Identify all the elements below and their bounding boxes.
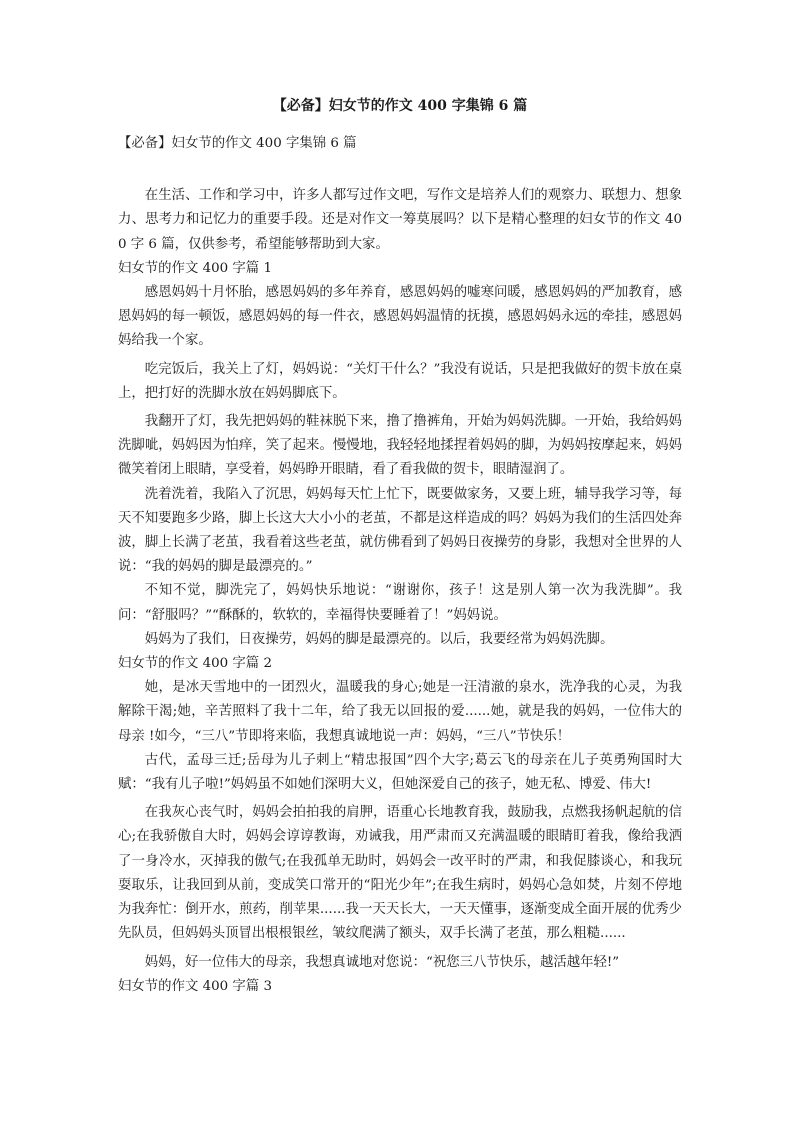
section-heading: 妇女节的作文 400 字篇 2 <box>118 656 272 672</box>
paragraph: 她，是冰天雪地中的一团烈火，温暖我的身心;她是一汪清澈的泉水，洗净我的心灵，为我解除干渴;她，辛苦照料了我十二年，给了我无以回报的爱......她，就是我的妈妈，一位伟大的母亲 !如今，“三八”节即将来临，我想真诚地说一声：妈妈，“三八”节快乐！ <box>118 680 682 744</box>
document-title: 【必备】妇女节的作文 400 字集锦 6 篇 <box>272 98 528 114</box>
document-subtitle: 【必备】妇女节的作文 400 字集锦 6 篇 <box>118 136 357 151</box>
paragraph: 古代，孟母三迁;岳母为儿子刺上“精忠报国”四个大字;葛云飞的母亲在儿子英勇殉国时大赋：“我有儿子啦!”妈妈虽不如她们深明大义，但她深爱自己的孩子，她无私、博爱、伟大! <box>118 752 682 793</box>
paragraph: 在我灰心丧气时，妈妈会拍拍我的肩胛，语重心长地教育我，鼓励我，点燃我扬帆起航的信心;在我骄傲自大时，妈妈会谆谆教诲，劝诫我，用严肃而又充满温暖的眼睛盯着我，像给我洒了一身冷水，灭掉我的傲气;在我孤单无助时，妈妈会一改平时的严肃，和我促膝谈心，和我玩耍取乐，让我回到从前，变成笑口常开的“阳光少年”;在我生病时，妈妈心急如焚，片刻不停地为我奔忙：倒开水，煎药，削苹果......我一天天长大，一天天懂事，逐渐变成全面开展的优秀少先队员，但妈妈头顶冒出根根银丝，皱纹爬满了额头，双手长满了老茧，那么粗糙...... <box>118 805 682 942</box>
section-heading: 妇女节的作文 400 字篇 1 <box>118 260 272 276</box>
paragraph: 吃完饭后，我关上了灯，妈妈说：“关灯干什么？”我没有说话，只是把我做好的贺卡放在桌上，把打好的洗脚水放在妈妈脚底下。 <box>118 361 682 401</box>
section-heading: 妇女节的作文 400 字篇 3 <box>118 978 272 994</box>
paragraph: 妈妈为了我们，日夜操劳，妈妈的脚是最漂亮的。以后，我要经常为妈妈洗脚。 <box>144 631 614 647</box>
intro-paragraph: 在生活、工作和学习中，许多人都写过作文吧，写作文是培养人们的观察力、联想力、想象力、思考力和记忆力的重要手段。还是对作文一筹莫展吗？以下是精心整理的妇女节的作文 400 字 6 篇，仅供参考，希望能够帮助到大家。 <box>118 188 682 252</box>
document-body <box>118 132 682 999</box>
paragraph: 感恩妈妈十月怀胎，感恩妈妈的多年养育，感恩妈妈的嘘寒问暖，感恩妈妈的严加教育，感恩妈妈的每一顿饭，感恩妈妈的每一件衣，感恩妈妈温情的抚摸，感恩妈妈永远的牵挂，感恩妈妈给我一个家。 <box>118 285 682 349</box>
paragraph: 妈妈，好一位伟大的母亲，我想真诚地对您说：“祝您三八节快乐，越活越年轻!” <box>144 954 620 970</box>
paragraph: 我翻开了灯，我先把妈妈的鞋袜脱下来，撸了撸裤角，开始为妈妈洗脚。一开始，我给妈妈洗脚呲，妈妈因为怕痒，笑了起来。慢慢地，我轻轻地揉捏着妈妈的脚，为妈妈按摩起来，妈妈微笑着闭上眼睛，享受着，妈妈睁开眼睛，看了看我做的贺卡，眼睛湿润了。 <box>118 414 682 478</box>
paragraph: 洗着洗着，我陷入了沉思，妈妈每天忙上忙下，既要做家务，又要上班，辅导我学习等，每天不知要跑多少路，脚上长这大大小小的老茧，不都是这样造成的吗？妈妈为我们的生活四处奔波，脚上长满了老茧，我看着这些老茧，就仿佛看到了妈妈日夜操劳的身影，我想对全世界的人说：“我的妈妈的脚是最漂亮的。” <box>118 486 682 575</box>
paragraph: 不知不觉，脚洗完了，妈妈快乐地说：“谢谢你，孩子！这是别人第一次为我洗脚”。我问：“舒服吗？”“酥酥的，软软的，幸福得快要睡着了！”妈妈说。 <box>118 583 682 623</box>
